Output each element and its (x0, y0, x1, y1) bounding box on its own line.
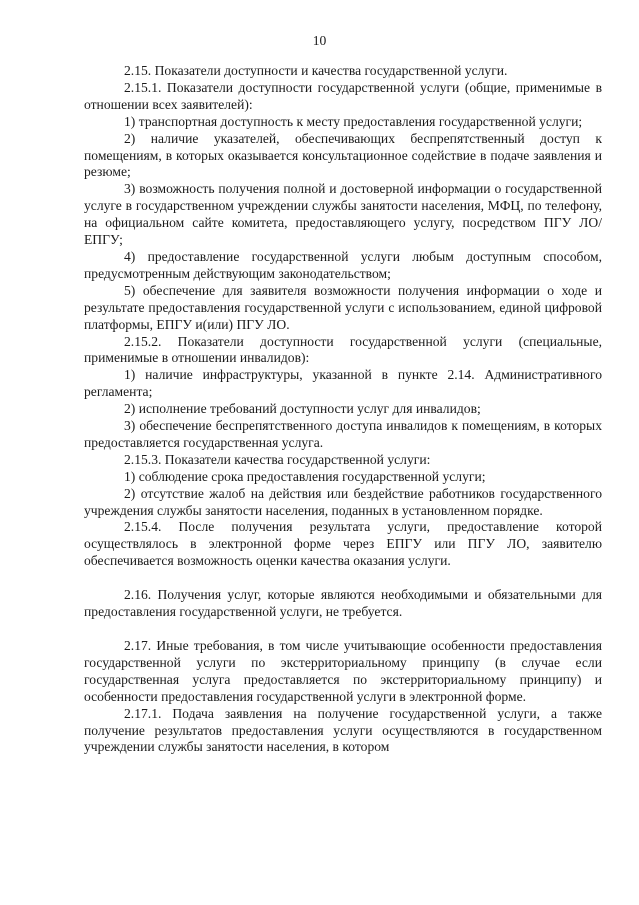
paragraph-2-15: 2.15. Показатели доступности и качества государственной услуги. (124, 63, 508, 78)
paragraph-spacer (84, 621, 602, 638)
list-item-deadline-compliance: 1) соблюдение срока предоставления государственной услуги; (124, 468, 486, 484)
page-number: 10 (312, 33, 327, 48)
list-item-signage: 2) наличие указателей, обеспечивающих беспрепятственный доступ к помещениям, в которых оказывается консультационное содействие в подаче заявления и резюме; (84, 130, 602, 180)
list-item-infrastructure: 1) наличие инфраструктуры, указанной в пункте 2.14. Административного регламента; (84, 367, 602, 400)
list-item-any-method: 4) предоставление государственной услуги любым доступным способом, предусмотренным действующим законодательством; (84, 248, 602, 281)
list-item-no-complaints: 2) отсутствие жалоб на действия или бездействие работников государственного учреждения службы занятости населения, поданных в установленном порядке. (84, 485, 602, 518)
paragraph-2-15-1: 2.15.1. Показатели доступности государственной услуги (общие, применимые в отношении всех заявителей): (84, 79, 602, 112)
list-item-accessibility-requirements: 2) исполнение требований доступности услуг для инвалидов; (124, 401, 481, 417)
paragraph-spacer (84, 570, 602, 587)
paragraph-2-17-1: 2.17.1. Подача заявления на получение государственной услуги, а также получение результатов предоставления услуги осуществляются в государственном учреждении службы занятости населения, в котором (84, 705, 602, 755)
document-body (84, 63, 602, 756)
list-item-information-access: 3) возможность получения полной и достоверной информации о государственной услуге в государственном учреждении службы занятости населения, МФЦ, по телефону, на официальном сайте комитета, предоставляющего услугу, посредством ПГУ ЛО/ЕПГУ; (84, 181, 602, 248)
paragraph-2-17: 2.17. Иные требования, в том числе учитывающие особенности предоставления государственной услуги по экстерриториальному принципу (в случае если государственная услуга предоставляется по экстерриториальному принципу) и особенности предоставления государственной услуги в электронной форме. (84, 638, 602, 704)
list-item-unobstructed-access: 3) обеспечение беспрепятственного доступа инвалидов к помещениям, в которых предоставляется государственная услуга. (84, 418, 602, 450)
paragraph-2-15-2: 2.15.2. Показатели доступности государственной услуги (специальные, применимые в отношении инвалидов): (84, 333, 602, 366)
list-item-transport-access: 1) транспортная доступность к месту предоставления государственной услуги; (124, 113, 583, 129)
paragraph-2-15-4: 2.15.4. После получения результата услуги, предоставление которой осуществлялось в электронной форме через ЕПГУ или ПГУ ЛО, заявителю обеспечивается возможность оценки качества оказания услуги. (84, 519, 602, 569)
paragraph-2-15-3: 2.15.3. Показатели качества государственной услуги: (124, 451, 431, 467)
paragraph-2-16: 2.16. Получения услуг, которые являются необходимыми и обязательными для предоставления государственной услуги, не требуется. (84, 587, 602, 620)
list-item-progress-info: 5) обеспечение для заявителя возможности получения информации о ходе и результате предоставления государственной услуги с использованием, единой цифровой платформы, ЕПГУ и(или) ПГУ ЛО. (84, 282, 602, 332)
